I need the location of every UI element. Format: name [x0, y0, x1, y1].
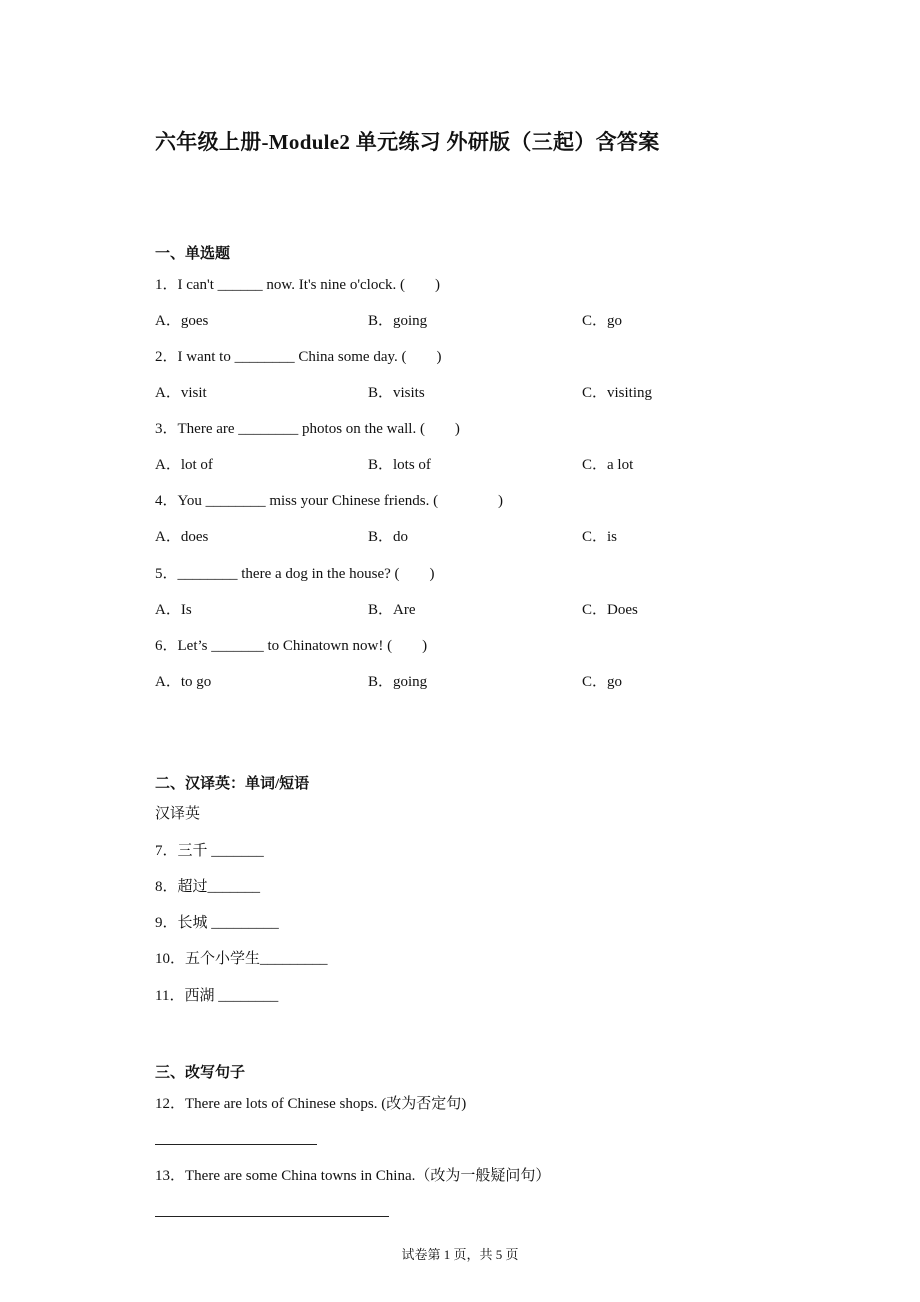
question-5-option-c: C．Does	[582, 602, 638, 618]
question-5-option-a: A．Is	[155, 602, 192, 618]
question-5: 5．________ there a dog in the house? ( )	[155, 566, 435, 582]
question-2-option-b: B．visits	[368, 385, 425, 401]
question-1-option-b: B．going	[368, 313, 428, 329]
answer-line-13	[155, 1216, 389, 1217]
question-6-option-a: A．to go	[155, 674, 212, 690]
question-2: 2．I want to ________ China some day. ( )	[155, 349, 442, 365]
question-1-option-a: A．goes	[155, 313, 209, 329]
question-4-option-b: B．do	[368, 529, 409, 545]
question-7: 7．三千 _______	[155, 843, 264, 859]
page-footer: 试卷第 1 页，共 5 页	[401, 1247, 519, 1262]
question-6: 6．Let’s _______ to Chinatown now! ( )	[155, 638, 428, 654]
question-3-option-c: C．a lot	[582, 457, 634, 473]
section-heading-single-choice: 一、单选题	[155, 246, 231, 262]
question-11: 11．西湖 ________	[155, 988, 279, 1004]
question-9: 9．长城 _________	[155, 915, 279, 931]
section-heading-rewrite: 三、改写句子	[155, 1065, 246, 1081]
question-4-option-a: A．does	[155, 529, 209, 545]
translation-intro: 汉译英	[155, 806, 201, 822]
answer-line-12	[155, 1144, 317, 1145]
question-1: 1．I can't ______ now. It's nine o'clock. ( )	[155, 277, 440, 293]
question-2-option-a: A．visit	[155, 385, 207, 401]
question-4: 4．You ________ miss your Chinese friends. ( )	[155, 493, 504, 509]
question-5-option-b: B．Are	[368, 602, 416, 618]
question-4-option-c: C．is	[582, 529, 618, 545]
question-3-option-b: B．lots of	[368, 457, 431, 473]
question-6-option-b: B．going	[368, 674, 428, 690]
page-title: 六年级上册-Module2 单元练习 外研版（三起）含答案	[155, 130, 660, 154]
question-8: 8．超过_______	[155, 879, 261, 895]
question-2-option-c: C．visiting	[582, 385, 653, 401]
question-1-option-c: C．go	[582, 313, 623, 329]
question-13: 13．There are some China towns in China.（改为一般疑问句）	[155, 1168, 551, 1184]
question-3: 3．There are ________ photos on the wall. ( )	[155, 421, 460, 437]
question-12: 12．There are lots of Chinese shops. (改为否定句)	[155, 1096, 467, 1112]
question-10: 10．五个小学生_________	[155, 951, 328, 967]
question-6-option-c: C．go	[582, 674, 623, 690]
question-3-option-a: A．lot of	[155, 457, 213, 473]
section-heading-translation: 二、汉译英：单词/短语	[155, 776, 310, 792]
